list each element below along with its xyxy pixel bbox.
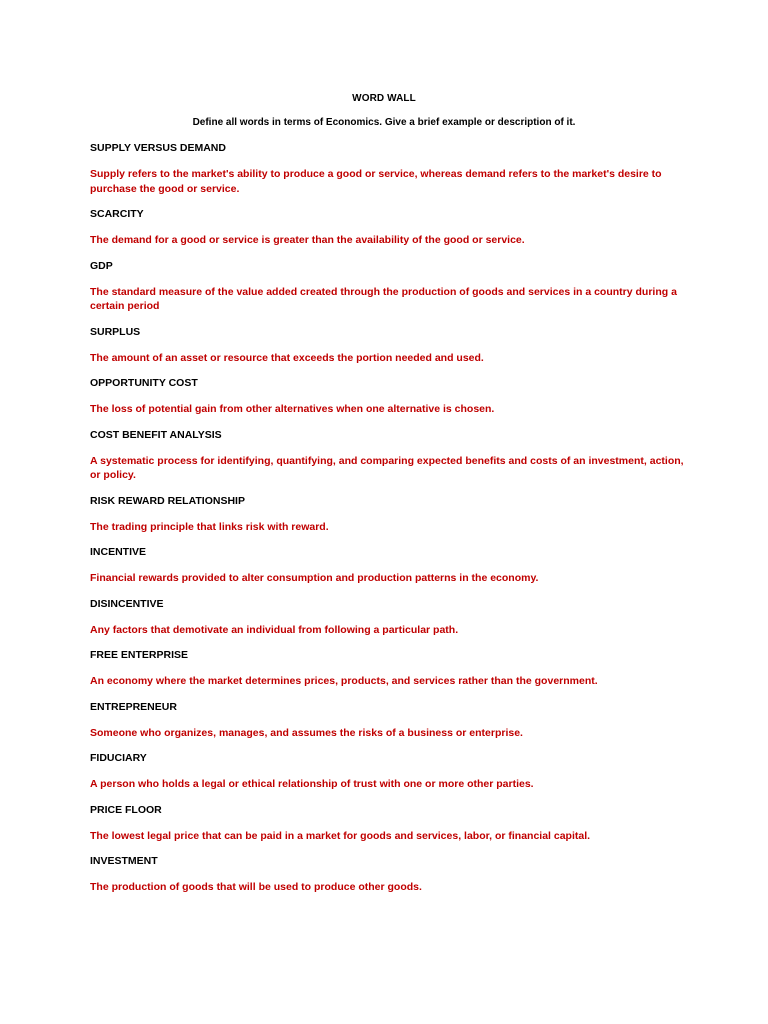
term-definition: The production of goods that will be used to produce other goods. bbox=[90, 881, 422, 893]
word-list bbox=[90, 141, 690, 906]
term-definition: The trading principle that links risk with reward. bbox=[90, 520, 329, 533]
term-definition: Supply refers to the market's ability to produce a good or service, whereas demand refers to the market's desire to purchase the good or service. bbox=[90, 168, 662, 195]
word-entry bbox=[90, 325, 690, 366]
term-heading: FREE ENTERPRISE bbox=[90, 649, 189, 661]
term-definition: A systematic process for identifying, quantifying, and comparing expected benefits and costs of an investment, action, or policy. bbox=[90, 454, 684, 481]
term-heading: ENTREPRENEUR bbox=[90, 700, 177, 713]
word-entry bbox=[90, 141, 690, 196]
term-heading: DISINCENTIVE bbox=[90, 597, 164, 610]
term-definition: Financial rewards provided to alter consumption and production patterns in the economy. bbox=[90, 572, 539, 584]
term-definition: An economy where the market determines prices, products, and services rather than the government. bbox=[90, 675, 598, 687]
term-heading: GDP bbox=[90, 259, 113, 272]
word-entry bbox=[90, 494, 690, 535]
term-heading: SURPLUS bbox=[90, 325, 141, 338]
term-heading: FIDUCIARY bbox=[90, 752, 147, 764]
term-definition: The amount of an asset or resource that exceeds the portion needed and used. bbox=[90, 351, 484, 364]
term-heading: SUPPLY VERSUS DEMAND bbox=[90, 142, 226, 154]
term-definition: Someone who organizes, manages, and assumes the risks of a business or enterprise. bbox=[90, 726, 523, 739]
word-entry bbox=[90, 854, 690, 895]
word-entry bbox=[90, 428, 690, 483]
word-entry bbox=[90, 545, 690, 586]
document-instructions: Define all words in terms of Economics. Give a brief example or description of it. bbox=[192, 117, 576, 128]
word-entry bbox=[90, 751, 690, 792]
term-heading: OPPORTUNITY COST bbox=[90, 377, 198, 389]
word-entry bbox=[90, 597, 690, 638]
term-heading: COST BENEFIT ANALYSIS bbox=[90, 428, 222, 441]
term-heading: INVESTMENT bbox=[90, 855, 158, 867]
word-entry bbox=[90, 207, 690, 248]
word-entry bbox=[90, 259, 690, 314]
term-heading: RISK REWARD RELATIONSHIP bbox=[90, 494, 245, 507]
term-definition: A person who holds a legal or ethical relationship of trust with one or more other parties. bbox=[90, 778, 534, 790]
term-heading: PRICE FLOOR bbox=[90, 803, 162, 816]
word-entry bbox=[90, 803, 690, 844]
word-entry bbox=[90, 648, 690, 689]
word-entry bbox=[90, 700, 690, 741]
term-heading: SCARCITY bbox=[90, 208, 144, 220]
term-definition: The lowest legal price that can be paid in a market for goods and services, labor, or financial capital. bbox=[90, 829, 591, 842]
term-definition: The loss of potential gain from other alternatives when one alternative is chosen. bbox=[90, 403, 495, 415]
term-definition: The standard measure of the value added created through the production of goods and services in a country during a certain period bbox=[90, 285, 677, 312]
term-heading: INCENTIVE bbox=[90, 546, 147, 558]
term-definition: Any factors that demotivate an individual from following a particular path. bbox=[90, 623, 459, 636]
term-definition: The demand for a good or service is greater than the availability of the good or service. bbox=[90, 234, 525, 246]
word-entry bbox=[90, 376, 690, 417]
document-title: WORD WALL bbox=[352, 93, 416, 104]
